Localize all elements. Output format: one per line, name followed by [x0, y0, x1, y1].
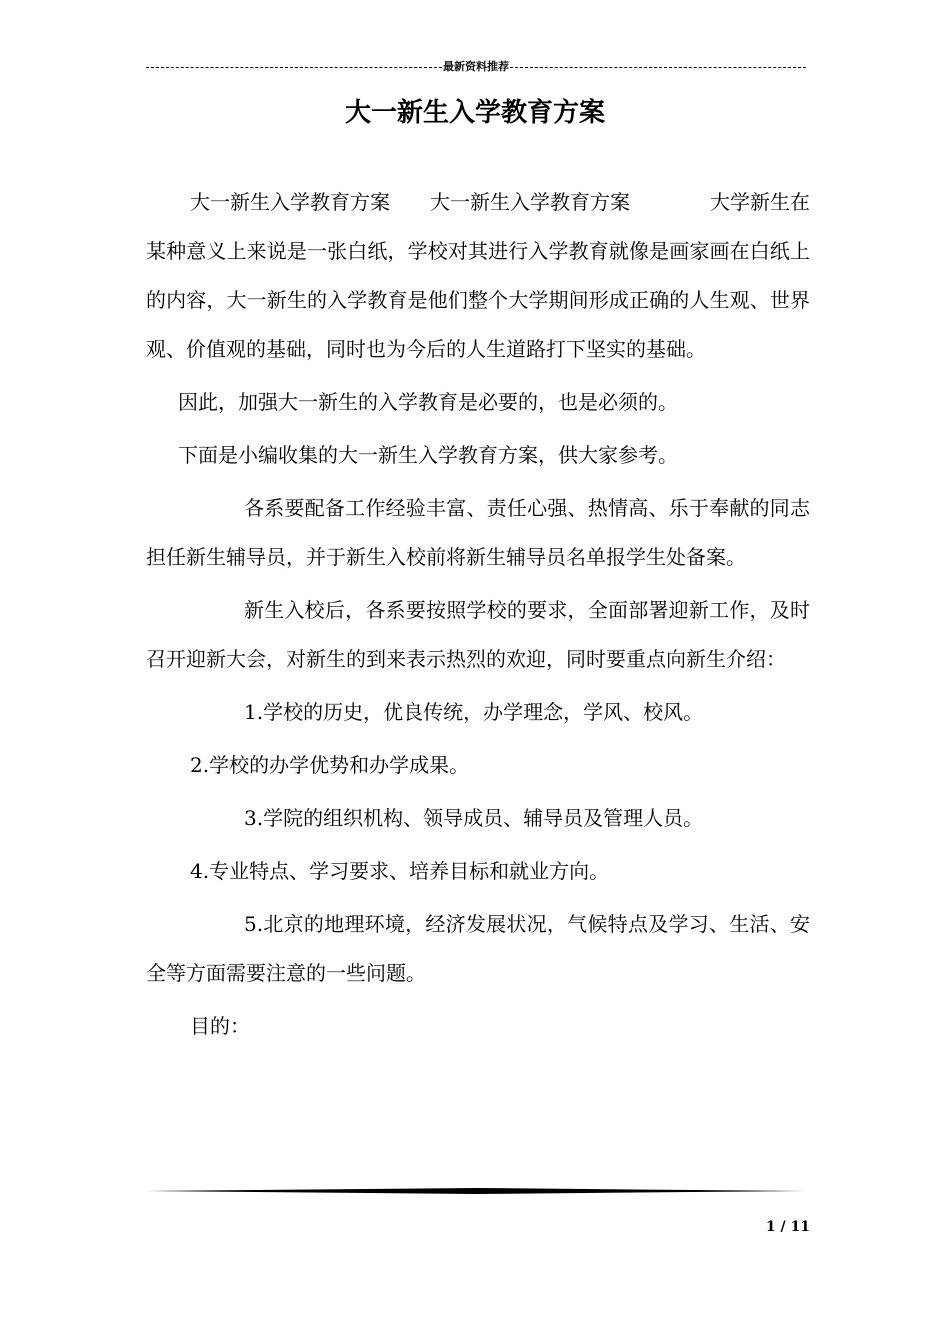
list-item-4: 4.专业特点、学习要求、培养目标和就业方向。	[190, 859, 610, 883]
footer-rule	[146, 1188, 806, 1194]
paragraph-orientation: 新生入校后，各系要按照学校的要求，全面部署迎新工作，及时召开迎新大会，对新生的到来表示热烈的欢迎，同时要重点向新生介绍：	[146, 598, 810, 671]
document-body	[146, 178, 810, 1051]
list-item-1: 1.学校的历史，优良传统，办学理念，学风、校风。	[244, 700, 704, 724]
page-header	[146, 58, 806, 74]
header-label: 最新资料推荐	[443, 60, 509, 73]
paragraph-counselors: 各系要配备工作经验丰富、责任心强、热情高、乐于奉献的同志担任新生辅导员，并于新生入校前将新生辅导员名单报学生处备案。	[146, 496, 810, 569]
header-dashes-left	[146, 67, 442, 68]
document-title: 大一新生入学教育方案	[344, 98, 605, 128]
header-dashes-right	[510, 67, 806, 68]
list-item-2: 2.学校的办学优势和办学成果。	[190, 753, 470, 777]
list-item-3: 3.学院的组织机构、领导成员、辅导员及管理人员。	[244, 806, 704, 830]
list-item-5: 5.北京的地理环境，经济发展状况，气候特点及学习、生活、安全等方面需要注意的一些问题。	[146, 912, 810, 985]
page-number: 1 / 11	[765, 1219, 810, 1235]
paragraph-therefore: 因此，加强大一新生的入学教育是必要的，也是必须的。	[178, 390, 678, 414]
paragraph-purpose: 目的：	[190, 1014, 250, 1038]
paragraph-collected: 下面是小编收集的大一新生入学教育方案，供大家参考。	[178, 443, 678, 467]
paragraph-intro: 大一新生入学教育方案 大一新生入学教育方案 大学新生在某种意义上来说是一张白纸，学校对其进行入学教育就像是画家画在白纸上的内容，大一新生的入学教育是他们整个大学期间形成正确的人生观、世界观、价值观的基础，同时也为今后的人生道路打下坚实的基础。	[146, 190, 810, 361]
